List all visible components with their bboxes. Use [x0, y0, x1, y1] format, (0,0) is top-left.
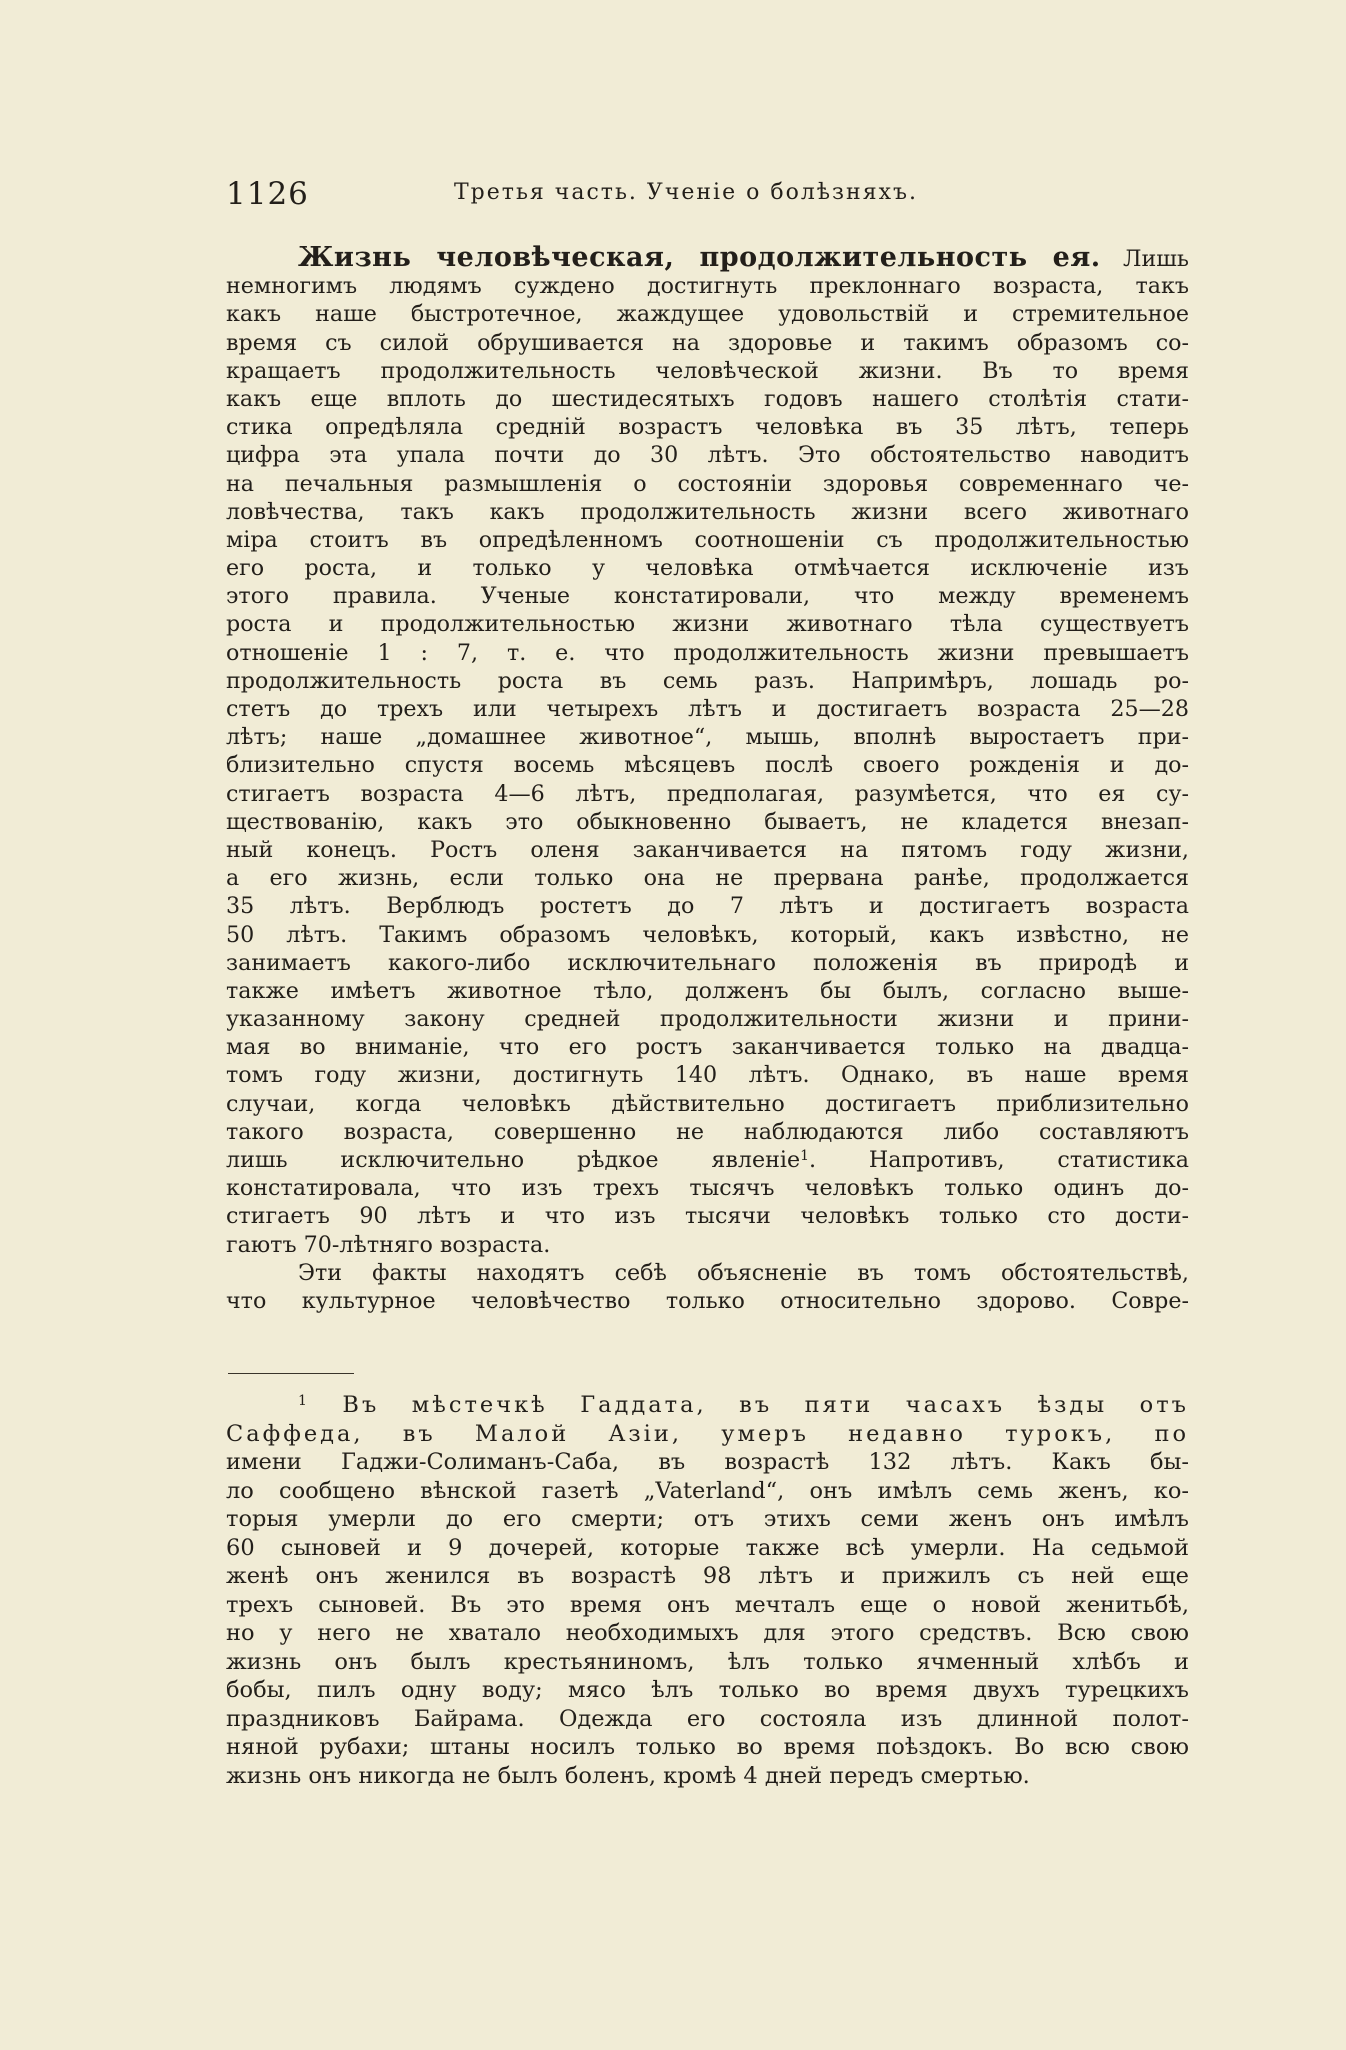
text-line-with-footnote-ref	[226, 1146, 1189, 1174]
text-line: что культурное человѣчество только относительно здорово. Совре-	[226, 1287, 1189, 1314]
text-line: мая во вниманіе, что его ростъ заканчивается только на двадца-	[226, 1034, 1189, 1061]
section-heading-line	[226, 244, 1189, 272]
text-line: случаи, когда человѣкъ дѣйствительно достигаетъ приблизительно	[226, 1090, 1189, 1117]
text-line: на печальныя размышленія о состояніи здоровья современнаго че-	[226, 470, 1189, 497]
text-line: продолжительность роста въ семь разъ. Напримѣръ, лошадь ро-	[226, 667, 1189, 694]
text-line: гаютъ 70-лѣтняго возраста.	[226, 1231, 551, 1258]
footnote-line: ло сообщено вѣнской газетѣ „Vaterland“, онъ имѣлъ семь женъ, ко-	[226, 1477, 1189, 1504]
text-line: 35 лѣтъ. Верблюдъ ростетъ до 7 лѣтъ и достигаетъ возраста	[226, 893, 1189, 920]
text-line: время съ силой обрушивается на здоровье и такимъ образомъ со-	[226, 329, 1189, 356]
main-text	[226, 244, 1189, 1315]
section-heading: Жизнь человѣческая, продолжительность ея.	[298, 242, 1101, 273]
text-line: цифра эта упала почти до 30 лѣтъ. Это обстоятельство наводитъ	[226, 442, 1189, 469]
footnote-line: жизнь онъ никогда не былъ боленъ, кромѣ 4 дней передъ смертью.	[226, 1762, 1030, 1789]
text-line: стика опредѣляла средній возрастъ человѣка въ 35 лѣтъ, теперь	[226, 414, 1189, 441]
footnote-line: имени Гаджи-Солиманъ-Саба, въ возрастѣ 132 лѣтъ. Какъ бы-	[226, 1449, 1189, 1475]
paragraph-start-line: Эти факты находятъ себѣ объясненіе въ томъ обстоятельствѣ,	[298, 1259, 1189, 1286]
footnote-line: но у него не хватало необходимыхъ для этого средствъ. Всю свою	[226, 1620, 1189, 1646]
text-line: какъ еще вплоть до шестидесятыхъ годовъ нашего столѣтія стати-	[226, 385, 1189, 412]
text-line: стигаетъ 90 лѣтъ и что изъ тысячи человѣкъ только сто дости-	[226, 1203, 1189, 1230]
text-line: а его жизнь, если только она не прервана ранѣе, продолжается	[226, 865, 1189, 892]
text-line: лѣтъ; наше „домашнее животное“, мышь, вполнѣ выростаетъ при-	[226, 724, 1189, 751]
footnote-line: трехъ сыновей. Въ это время онъ мечталъ еще о новой женитьбѣ,	[226, 1591, 1189, 1618]
text-line: констатировала, что изъ трехъ тысячъ человѣкъ только одинъ до-	[226, 1175, 1189, 1202]
footnote-line: торыя умерли до его смерти; отъ этихъ семи женъ онъ имѣлъ	[226, 1506, 1189, 1532]
text-fragment: лишь исключительно рѣдкое явленіе	[226, 1147, 801, 1173]
footnote-divider	[228, 1373, 354, 1374]
text-line: этого правила. Ученые констатировали, что между временемъ	[226, 583, 1189, 610]
text-line: также имѣетъ животное тѣло, долженъ бы былъ, согласно выше-	[226, 977, 1189, 1004]
text-line: отношеніе 1 : 7, т. е. что продолжительность жизни превышаетъ	[226, 639, 1189, 666]
footnote	[226, 1391, 1189, 1790]
heading-tail: Лишь	[1122, 246, 1189, 272]
text-line: его роста, и только у человѣка отмѣчается исключеніе изъ	[226, 555, 1189, 582]
footnote-line: жизнь онъ былъ крестьяниномъ, ѣлъ только ячменный хлѣбъ и	[226, 1648, 1189, 1675]
text-line: занимаетъ какого-либо исключительнаго положенія въ природѣ и	[226, 949, 1189, 976]
footnote-ref[interactable]: 1	[800, 1148, 810, 1164]
text-line: стетъ до трехъ или четырехъ лѣтъ и достигаетъ возраста 25—28	[226, 696, 1189, 722]
text-line: стигаетъ возраста 4—6 лѣтъ, предполагая, разумѣется, что ея су-	[226, 780, 1189, 807]
footnote-mark: 1	[298, 1393, 310, 1409]
text-line: такого возраста, совершенно не наблюдаются либо составляютъ	[226, 1118, 1189, 1145]
footnote-text: Въ мѣстечкѣ Гаддата, въ пяти часахъ ѣзды отъ	[342, 1392, 1189, 1418]
footnote-line: женѣ онъ женился въ возрастѣ 98 лѣтъ и прижилъ съ ней еще	[226, 1563, 1189, 1589]
text-line: какъ наше быстротечное, жаждущее удовольствій и стремительное	[226, 301, 1189, 328]
footnote-first-line	[226, 1391, 1189, 1420]
text-line: близительно спустя восемь мѣсяцевъ послѣ своего рожденія и до-	[226, 752, 1189, 779]
footnote-line: Саффеда, въ Малой Азіи, умеръ недавно турокъ, по	[226, 1420, 1189, 1447]
text-line: немногимъ людямъ суждено достигнуть преклоннаго возраста, такъ	[226, 273, 1189, 300]
text-line: ществованію, какъ это обыкновенно бываетъ, не кладется внезап-	[226, 808, 1189, 835]
text-line: ловѣчества, такъ какъ продолжительность жизни всего животнаго	[226, 498, 1189, 525]
text-line: міра стоитъ въ опредѣленномъ соотношеніи съ продолжительностью	[226, 526, 1189, 553]
text-line: 50 лѣтъ. Такимъ образомъ человѣкъ, который, какъ извѣстно, не	[226, 921, 1189, 948]
text-line: ный конецъ. Ростъ оленя заканчивается на пятомъ году жизни,	[226, 836, 1189, 863]
running-head	[226, 176, 1106, 216]
running-title: Третья часть. Ученіе о болѣзняхъ.	[454, 180, 918, 205]
text-line: кращаетъ продолжительность человѣческой жизни. Въ то время	[226, 357, 1189, 384]
page-number: 1126	[226, 176, 309, 212]
footnote-line: няной рубахи; штаны носилъ только во время поѣздокъ. Во всю свою	[226, 1734, 1189, 1760]
text-line: роста и продолжительностью жизни животнаго тѣла существуетъ	[226, 611, 1189, 638]
footnote-line: праздниковъ Байрама. Одежда его состояла изъ длинной полот-	[226, 1705, 1189, 1732]
footnote-line: бобы, пилъ одну воду; мясо ѣлъ только во время двухъ турецкихъ	[226, 1677, 1189, 1703]
text-fragment: . Напротивъ, статистика	[809, 1147, 1189, 1173]
text-line: томъ году жизни, достигнуть 140 лѣтъ. Однако, въ наше время	[226, 1062, 1189, 1089]
footnote-line: 60 сыновей и 9 дочерей, которые также всѣ умерли. На седьмой	[226, 1534, 1189, 1561]
text-line: указанному закону средней продолжительности жизни и прини-	[226, 1006, 1189, 1033]
